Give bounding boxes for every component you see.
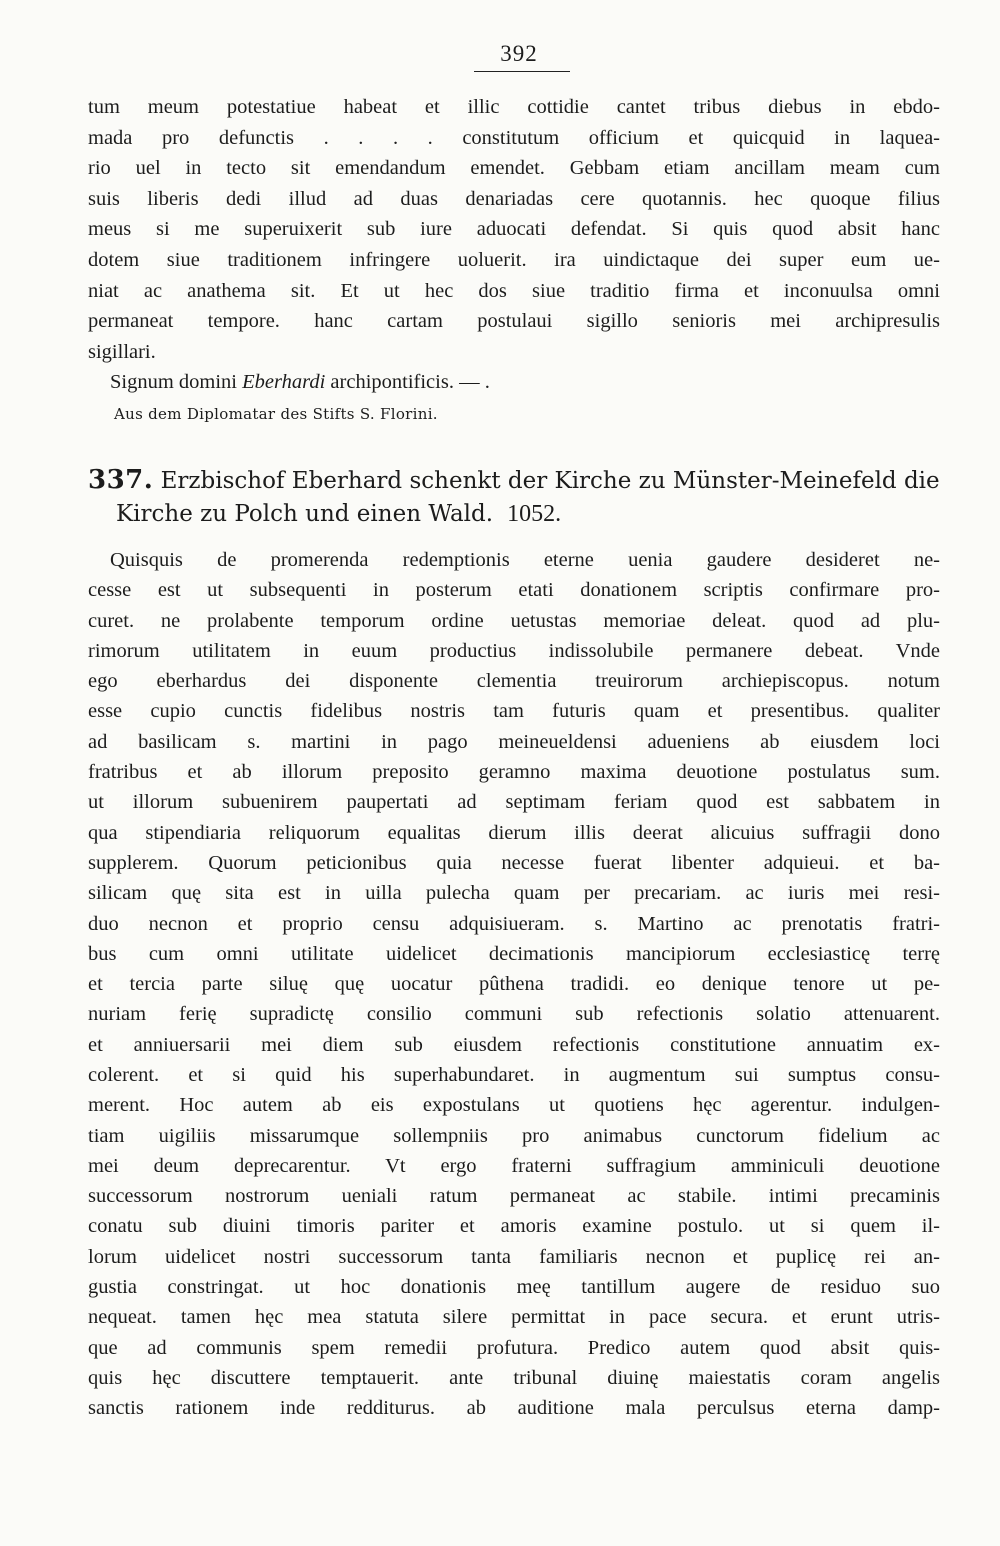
- text-line: rimorum utilitatem in euum productius indissolubile permanere debeat. Vnde: [88, 639, 940, 662]
- text-line: tiam uigiliis missarumque sollempniis pro animabus cunctorum fidelium ac: [88, 1124, 940, 1147]
- document-year: 1052.: [507, 500, 562, 527]
- page-number: 392: [500, 41, 538, 66]
- text-line: rio uel in tecto sit emendandum emendet. Gebbam etiam ancillam meam cum: [88, 157, 940, 180]
- text-line: qua stipendiaria reliquorum equalitas dierum illis deerat alicuius suffragii dono: [88, 821, 940, 844]
- text-line: successorum nostrorum ueniali ratum permaneat ac stabile. intimi precaminis: [88, 1185, 940, 1208]
- charter-text: [88, 545, 940, 1424]
- text-line: mada pro defunctis . . . . constitutum officium et quicquid in laquea-: [88, 126, 940, 149]
- text-line: fratribus et ab illorum preposito geramno maxima deuotione postulatus sum.: [88, 761, 940, 784]
- heading-line-1: [88, 464, 940, 498]
- document-page: [88, 40, 940, 1424]
- text-line: et anniuersarii mei diem sub eiusdem refectionis constitutione annuatim ex-: [88, 1033, 940, 1056]
- text-line: ad basilicam s. martini in pago meineueldensi adueniens ab eiusdem loci: [88, 730, 940, 753]
- text-line: Quisquis de promerenda redemptionis eterne uenia gaudere desideret ne-: [110, 548, 940, 571]
- text-line: mei deum deprecarentur. Vt ergo fraterni suffragium amminiculi deuotione: [88, 1154, 940, 1177]
- text-line: suis liberis dedi illud ad duas denariadas cere quotannis. hec quoque filius: [88, 187, 940, 210]
- text-line: gustia constringat. ut hoc donationis meę tantillum augere de residuo suo: [88, 1276, 940, 1299]
- text-line: nuriam ferię supradictę consilio communi sub refectionis solatio attenuarent.: [88, 1003, 940, 1026]
- signum-line: [110, 367, 940, 398]
- heading-title-2: Kirche zu Polch und einen Wald.: [116, 500, 494, 527]
- text-line: niat ac anathema sit. Et ut hec dos siue traditio firma et inconuulsa omni: [88, 279, 940, 302]
- text-line: sigillari.: [88, 340, 156, 363]
- text-line: conatu sub diuini timoris pariter et amoris examine postulo. ut si quem il-: [88, 1215, 940, 1238]
- heading-title-1: Erzbischof Eberhard schenkt der Kirche zu Münster-Meinefeld die: [160, 467, 940, 494]
- text-line: nequeat. tamen hęc mea statuta silere permittat in pace secura. et erunt utris-: [88, 1306, 940, 1329]
- text-line: et tercia parte siluę quę uocatur pûthena tradidi. eo denique tenore ut pe-: [88, 973, 940, 996]
- text-line: silicam quę sita est in uilla pulecha quam per precariam. ac iuris mei resi-: [88, 882, 940, 905]
- text-line: lorum uidelicet nostri successorum tanta familiaris necnon et puplicę rei an-: [88, 1245, 940, 1268]
- text-line: supplerem. Quorum peticionibus quia necesse fuerat libenter adquieui. et ba-: [88, 851, 940, 874]
- signum-name: Eberhardi: [242, 371, 326, 394]
- signum-suffix: archipontificis. — .: [325, 371, 490, 394]
- heading-line-2: [88, 498, 940, 531]
- text-line: colerent. et si quid his superhabundaret. in augmentum sui sumptus consu-: [88, 1063, 940, 1086]
- text-line: cesse est ut subsequenti in posterum etati donationem scriptis confirmare pro-: [88, 579, 940, 602]
- source-note: Aus dem Diplomatar des Stifts S. Florini.: [114, 404, 438, 423]
- text-line: bus cum omni utilitate uidelicet decimationis mancipiorum ecclesiasticę terrę: [88, 942, 940, 965]
- text-line: merent. Hoc autem ab eis expostulans ut quotiens hęc agerentur. indulgen-: [88, 1094, 940, 1117]
- document-heading: [88, 464, 940, 531]
- text-line: meus si me superuixerit sub iure aduocati defendat. Si quis quod absit hanc: [88, 218, 940, 241]
- text-line: dotem siue traditionem infringere uoluerit. ira uindictaque dei super eum ue-: [88, 248, 940, 271]
- text-line: que ad communis spem remedii profutura. Predico autem quod absit quis-: [88, 1336, 940, 1359]
- text-line: quis hęc discuttere temptauerit. ante tribunal diuinę maiestatis coram angelis: [88, 1366, 940, 1389]
- text-line: permaneat tempore. hanc cartam postulaui sigillo senioris mei archipresulis: [88, 310, 940, 333]
- text-line: ut illorum subuenirem paupertati ad septimam feriam quod est sabbatem in: [88, 791, 940, 814]
- previous-document-text: [88, 92, 940, 367]
- document-number: 337.: [88, 464, 154, 495]
- text-line: curet. ne prolabente temporum ordine uetustas memoriae deleat. quod ad plu-: [88, 609, 940, 632]
- text-line: duo necnon et proprio censu adquisiueram. s. Martino ac prenotatis fratri-: [88, 912, 940, 935]
- text-line: esse cupio cunctis fidelibus nostris tam futuris quam et presentibus. qualiter: [88, 700, 940, 723]
- text-line: sanctis rationem inde redditurus. ab auditione mala perculsus eterna damp-: [88, 1397, 940, 1420]
- text-line: tum meum potestatiue habeat et illic cottidie cantet tribus diebus in ebdo-: [88, 96, 940, 118]
- text-line: ego eberhardus dei disponente clementia treuirorum archiepiscopus. notum: [88, 670, 940, 693]
- page-number-rule: [474, 71, 570, 72]
- signum-prefix: Signum domini: [110, 371, 243, 394]
